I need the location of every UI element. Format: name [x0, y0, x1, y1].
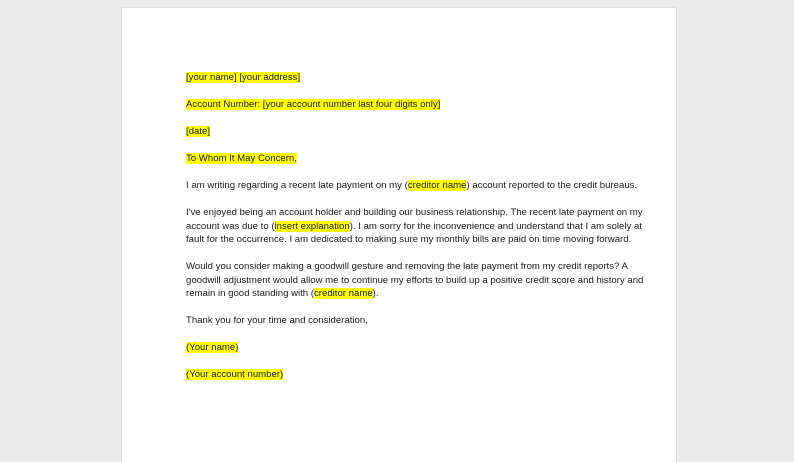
paragraph-2-start: I've enjoyed being an account holder and building our business relationship. The recent late payment on my account was due to ( — [186, 207, 643, 232]
signature-account-placeholder: (Your account number) — [186, 369, 284, 380]
creditor-name-placeholder-2: creditor name — [314, 288, 373, 299]
paragraph-1-end: ) account reported to the credit bureaus. — [466, 180, 638, 191]
date-line — [186, 125, 656, 139]
signature-name-line — [186, 341, 656, 355]
paragraph-3-start: Would you consider making a goodwill gesture and removing the late payment from my credit reports? A goodwill adjustment would allow me to continue my efforts to build up a positive credit score and history and remain in good standing with ( — [186, 261, 644, 299]
paragraph-1 — [186, 179, 656, 193]
sender-line — [186, 71, 656, 85]
signature-account-line — [186, 368, 656, 382]
paragraph-3 — [186, 260, 656, 301]
account-line — [186, 98, 656, 112]
paragraph-1-start: I am writing regarding a recent late payment on my ( — [186, 180, 408, 191]
sender-placeholder: [your name] [your address] — [186, 72, 301, 83]
signature-name-placeholder: (Your name) — [186, 342, 239, 353]
account-placeholder: Account Number: [your account number last four digits only] — [186, 99, 441, 110]
closing-text: Thank you for your time and consideration, — [186, 315, 368, 326]
paragraph-2 — [186, 206, 656, 247]
date-placeholder: [date] — [186, 126, 211, 137]
paragraph-3-end: ). — [372, 288, 379, 299]
salutation-text: To Whom It May Concern, — [186, 153, 297, 164]
letter-body — [186, 71, 656, 395]
document-page — [122, 8, 676, 462]
salutation — [186, 152, 656, 166]
paragraph-2-end: ). I am sorry for the inconvenience and understand that I am solely at fault for the occurrence. I am dedicated to making sure my monthly bills are paid on time moving forward. — [186, 220, 642, 245]
closing — [186, 314, 656, 328]
creditor-name-placeholder-1: creditor name — [407, 180, 467, 191]
explanation-placeholder: insert explanation — [274, 220, 350, 232]
